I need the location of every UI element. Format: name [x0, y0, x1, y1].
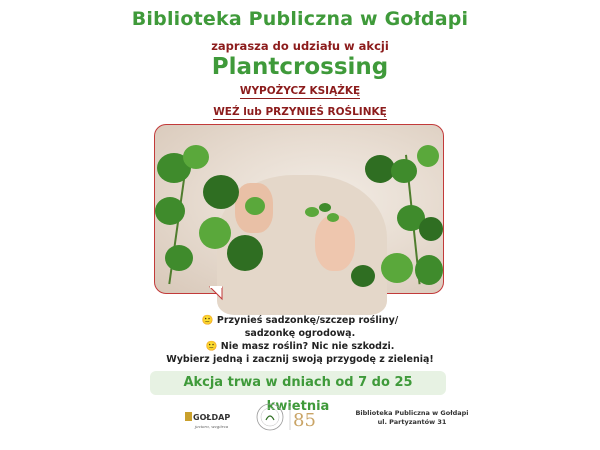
hand-right [315, 215, 355, 271]
invitation-subtitle: zaprasza do udziału w akcji [211, 39, 389, 53]
leaf [199, 217, 231, 249]
date-banner: Akcja trwa w dniach od 7 do 25 kwietnia [150, 371, 446, 395]
speech-tail [210, 287, 224, 301]
plant-photo [154, 124, 444, 294]
leaf [419, 217, 443, 241]
library-seal-logo [255, 402, 285, 432]
smile-icon: 🙂 [205, 341, 218, 352]
goldap-logo-text: GOŁDAP [193, 413, 231, 422]
leaf [417, 145, 439, 167]
leaf [415, 255, 443, 285]
event-name: Plantcrossing [211, 54, 389, 80]
info-line-1-text: Przynieś sadzonkę/szczep rośliny/ [216, 315, 399, 326]
borrow-book-text: WYPOŻYCZ KSIĄŻKĘ [239, 85, 361, 97]
leaf [381, 253, 413, 283]
leaf [203, 175, 239, 209]
info-line-4: Wybierz jedną i zacznij swoją przygodę z zielenią! [166, 354, 434, 365]
leaf [227, 235, 263, 271]
goldap-logo-tagline: jezioro, wzgórza [195, 424, 229, 429]
info-line-3 [0, 340, 600, 353]
info-line-3-text: Nie masz roślin? Nic nie szkodzi. [220, 341, 395, 352]
leaf [351, 265, 375, 287]
leaf [155, 197, 185, 225]
anniversary-logo [288, 404, 320, 432]
leaf [165, 245, 193, 271]
address-line-2: ul. Partyzantów 31 [377, 418, 447, 426]
plant-line [0, 106, 600, 118]
info-line-1 [0, 314, 600, 327]
sprout-leaf [319, 203, 331, 212]
info-text [0, 314, 600, 366]
leaf [183, 145, 209, 169]
leaf [245, 197, 265, 215]
address-line-1: Biblioteka Publiczna w Gołdapi [355, 409, 469, 417]
sprout-leaf [305, 207, 319, 217]
smile-icon: 🙂 [201, 315, 214, 326]
plant-line-text: WEŹ lub PRZYNIEŚ ROŚLINKĘ [213, 106, 387, 118]
anniversary-number: 85 [293, 410, 316, 431]
page-title: Biblioteka Publiczna w Gołdapi [131, 8, 469, 30]
sprout-leaf [327, 213, 339, 222]
goldap-logo [185, 410, 231, 430]
borrow-book-line [0, 85, 600, 97]
info-line-2: sadzonkę ogrodową. [244, 328, 356, 339]
leaf [391, 159, 417, 183]
library-address [352, 409, 472, 427]
